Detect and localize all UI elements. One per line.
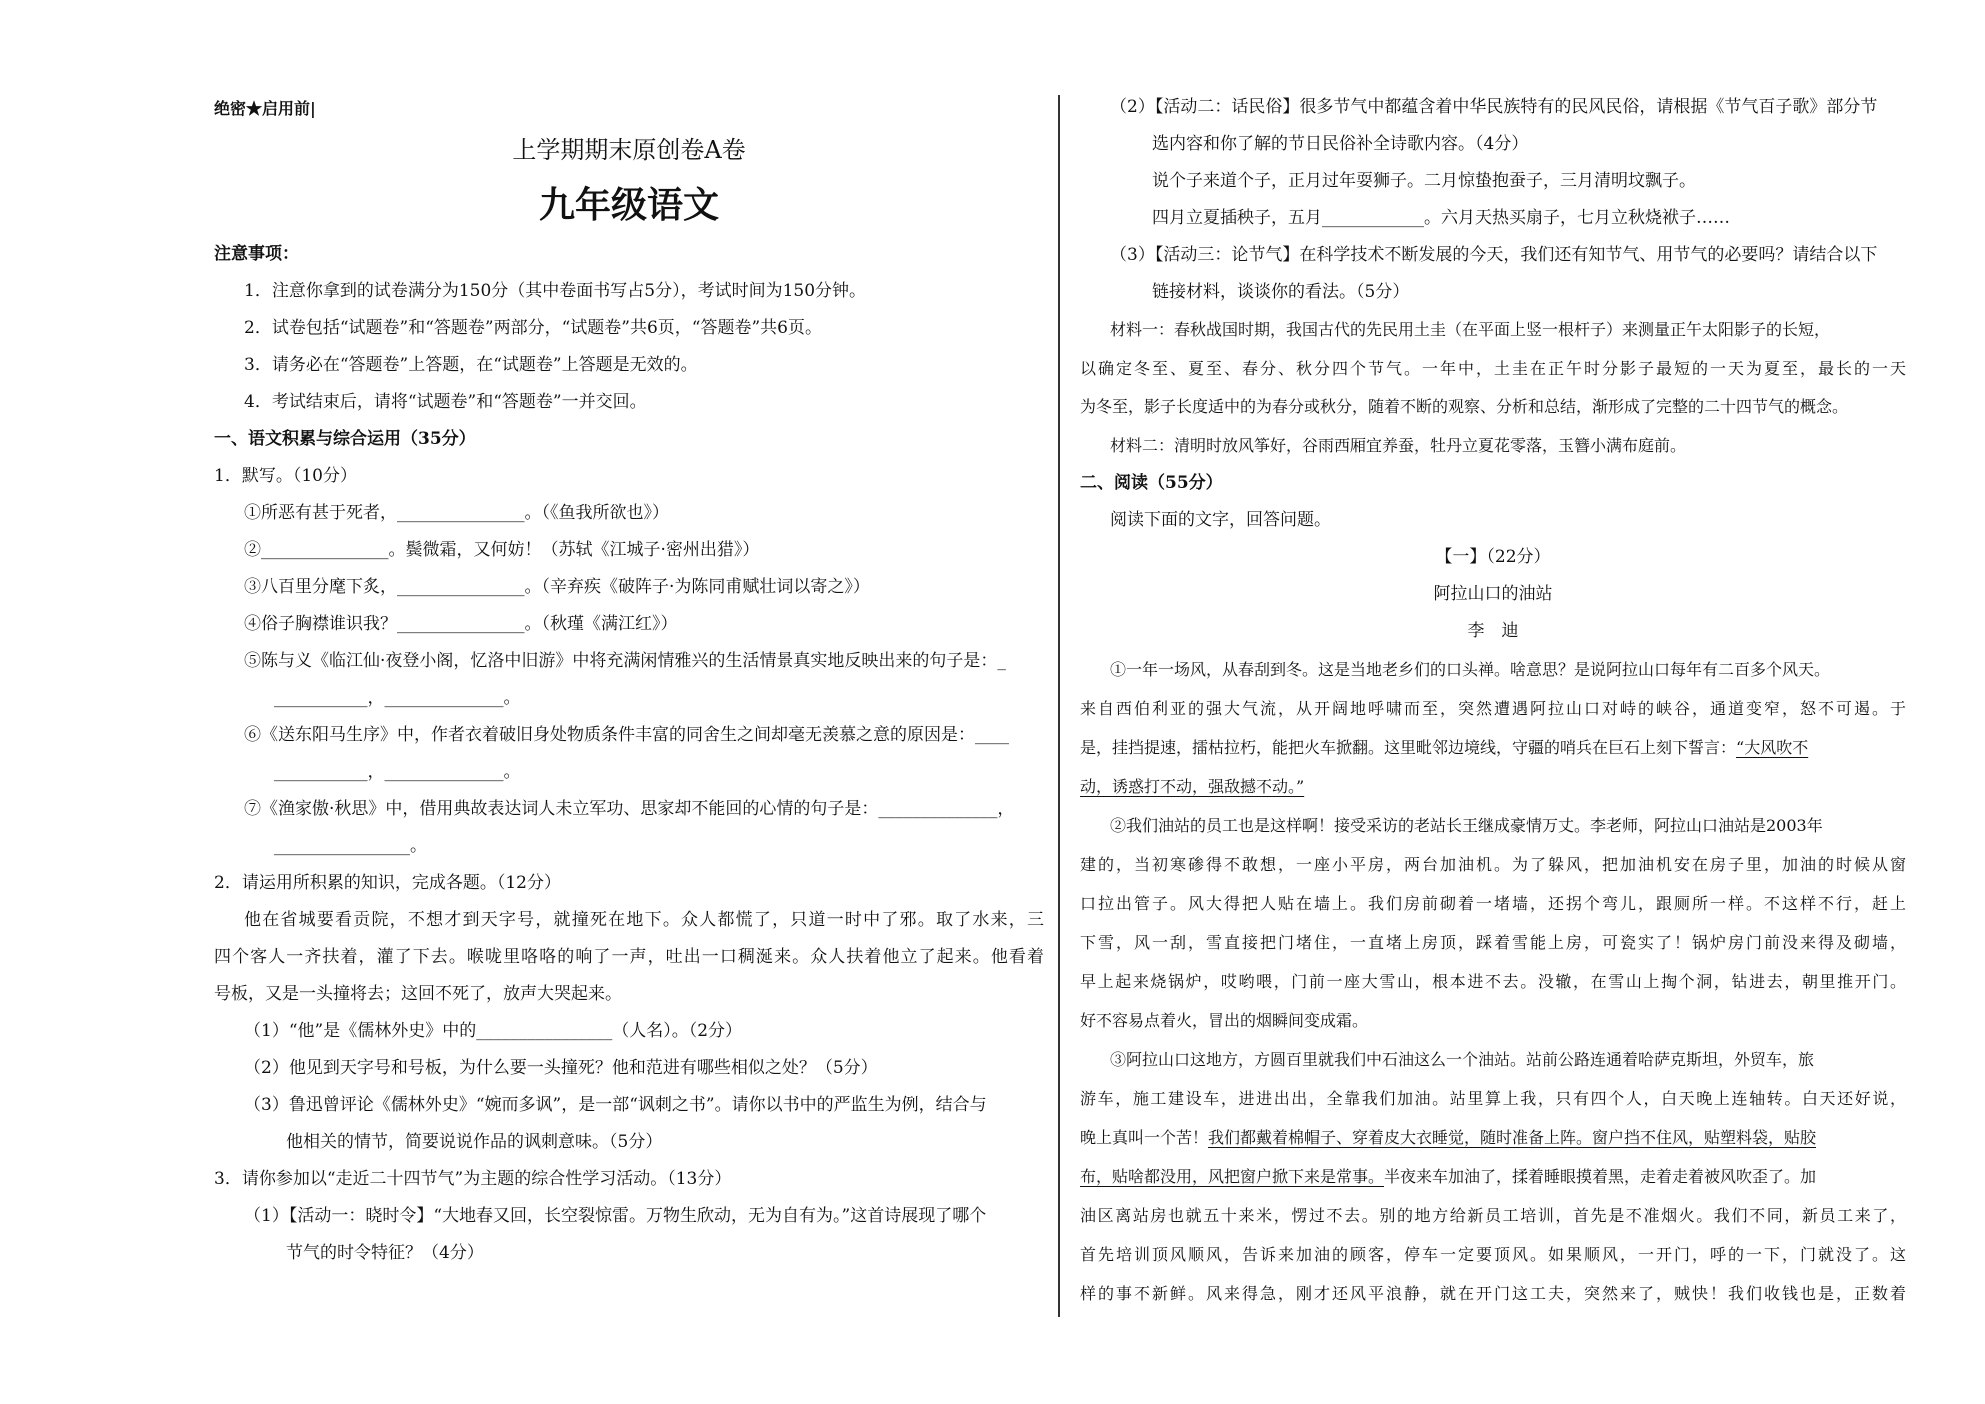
sub-question: 他相关的情节，简要说说作品的讽刺意味。（5分） [286,1132,663,1152]
exam-subtitle: 上学期期末原创卷A卷 [512,136,746,164]
passage-line: ②我们油站的员工也是这样啊！接受采访的老站长王继成豪情万丈。李老师，阿拉山口油站是2003年 [1110,816,1823,835]
sub-question: （1）“他”是《儒林外史》中的________________（人名）。（2分） [244,1021,743,1041]
recitation-item: ④俗子胸襟谁识我？_______________。（秋瑾《满江红》） [244,614,678,634]
passage-line: 首先培训顶风顺风，告诉来加油的顾客，停车一定要顶风。如果顺风，一开门，呼的一下，门就没了。这 [1080,1245,1906,1264]
underlined-text: 我们都戴着棉帽子、穿着皮大衣睡觉，随时准备上阵。窗户挡不住风，贴塑料袋，贴胶 [1208,1128,1817,1147]
part-heading: 【一】（22分） [1435,547,1551,567]
passage-line: 好不容易点着火，冒出的烟瞬间变成霜。 [1080,1011,1369,1030]
notice-item: 4．考试结束后，请将“试题卷”和“答题卷”一并交回。 [244,392,647,412]
secret-label: 绝密★启用前| [214,99,316,118]
recitation-item: ②_______________。鬓微霜，又何妨！（苏轼《江城子·密州出猎》） [244,540,760,560]
passage-line: 他在省城要看贡院，不想才到天字号，就撞死在地下。众人都慌了，只道一时中了邪。取了水来，三 [244,910,1044,930]
material-line: 为冬至，影子长度适中的为春分或秋分，随着不断的观察、分析和总结，渐形成了完整的二十四节气的概念。 [1080,397,1849,416]
reading-instruction: 阅读下面的文字，回答问题。 [1110,510,1331,530]
underlined-text: “大风吹不 [1736,738,1809,757]
recitation-item: ⑦《渔家傲·秋思》中，借用典故表达词人未立军功、思家却不能回的心情的句子是：______________， [244,799,1015,819]
left-column [214,92,1044,1272]
column-divider [1058,95,1060,1317]
notice-item: 3．请务必在“答题卷”上答题，在“试题卷”上答题是无效的。 [244,355,698,375]
sub-question: 链接材料，谈谈你的看法。（5分） [1152,282,1410,302]
passage-line: ①一年一场风，从春刮到冬。这是当地老乡们的口头禅。啥意思？是说阿拉山口每年有二百多个风天。 [1110,660,1831,679]
passage-line: 油区离站房也就五十来米，愣过不去。别的地方给新员工培训，首先是不准烟火。我们不同，新员工来了， [1080,1206,1906,1225]
passage-line: 是，挂挡提速，擂枯拉朽，能把火车掀翻。这里毗邻边境线，守疆的哨兵在巨石上刻下誓言：“大风吹不 [1080,738,1809,757]
recitation-item: ①所恶有甚于死者，_______________。（《鱼我所欲也》） [244,503,669,523]
story-author: 李 迪 [1467,621,1519,641]
sub-question: （2）他见到天字号和号板，为什么要一头撞死？他和范进有哪些相似之处？（5分） [244,1058,878,1078]
material-line: 材料二：清明时放风筝好，谷雨西厢宜养蚕，牡丹立夏花零落，玉簪小满布庭前。 [1110,435,1687,455]
section-heading: 一、语文积累与综合运用（35分） [214,429,476,449]
notice-item: 1．注意你拿到的试卷满分为150分（其中卷面书写占5分），考试时间为150分钟。 [244,281,867,301]
notice-heading: 注意事项： [214,244,299,264]
sub-question: 选内容和你了解的节日民俗补全诗歌内容。（4分） [1152,134,1529,154]
passage-line: ③阿拉山口这地方，方圆百里就我们中石油这么一个油站。站前公路连通着哈萨克斯坦，外贸车，旅 [1110,1050,1815,1069]
recitation-blank: ___________，______________。 [274,762,521,782]
question-heading: 3．请你参加以“走近二十四节气”为主题的综合性学习活动。（13分） [214,1169,732,1189]
passage-line: 游车，施工建设车，进进出出，全靠我们加油。站里算上我，只有四个人，白天晚上连轴转。白天还好说， [1080,1089,1906,1108]
sub-question: （1）【活动一：晓时令】“大地春又回，长空裂惊雷。万物生欣动，无为自有为。”这首诗展现了哪个 [244,1206,987,1226]
recitation-item: ③八百里分麾下炙，_______________。（辛弃疾《破阵子·为陈同甫赋壮词以寄之》） [244,577,870,597]
passage-line [1080,767,1906,806]
sub-question: （3）【活动三：论节气】在科学技术不断发展的今天，我们还有知节气、用节气的必要吗？请结合以下 [1110,245,1878,265]
passage-line: 四个客人一齐扶着，灌了下去。喉咙里咯咯的响了一声，吐出一口稠涎来。众人扶着他立了起来。他看着 [214,947,1044,967]
poem-line: 四月立夏插秧子，五月____________。六月天热买扇子，七月立秋烧袱子…… [1152,208,1730,228]
passage-line: 样的事不新鲜。风来得急，刚才还风平浪静，就在开门这工夫，突然来了，贼快！我们收钱也是，正数着 [1080,1284,1906,1303]
poem-line: 说个子来道个子，正月过年耍狮子。二月惊蛰抱蚕子，三月清明坟飘子。 [1152,171,1696,191]
passage-line: 早上起来烧锅炉，哎哟喂，门前一座大雪山，根本进不去。没辙，在雪山上掏个洞，钻进去，朝里推开门。 [1080,972,1906,991]
sub-question: （2）【活动二：话民俗】很多节气中都蕴含着中华民族特有的民风民俗，请根据《节气百子歌》部分节 [1110,97,1878,117]
notice-item: 2．试卷包括“试题卷”和“答题卷”两部分，“试题卷”共6页，“答题卷”共6页。 [244,318,822,338]
question-heading: 2．请运用所积累的知识，完成各题。（12分） [214,873,561,893]
recitation-blank: ________________。 [274,836,427,856]
question-heading: 1．默写。（10分） [214,466,357,486]
material-line: 以确定冬至、夏至、春分、秋分四个节气。一年中，土圭在正午时分影子最短的一天为夏至，最长的一天 [1080,358,1906,378]
sub-question: 节气的时令特征？（4分） [286,1243,484,1263]
passage-line: 建的，当初寒碜得不敢想，一座小平房，两台加油机。为了躲风，把加油机安在房子里，加油的时候从窗 [1080,855,1906,874]
passage-line: 口拉出管子。风大得把人贴在墙上。我们房前砌着一堵墙，还拐个弯儿，跟厕所一样。不这样不行，赶上 [1080,894,1906,913]
right-column [1080,89,1906,1313]
passage-line: 晚上真叫一个苦！我们都戴着棉帽子、穿着皮大衣睡觉，随时准备上阵。窗户挡不住风，贴塑料袋，贴胶 [1080,1128,1817,1147]
passage-line: 号板，又是一头撞将去；这回不死了，放声大哭起来。 [214,984,622,1004]
story-title: 阿拉山口的油站 [1433,584,1553,604]
recitation-blank: ___________，______________。 [274,688,521,708]
sub-question: （3）鲁迅曾评论《儒林外史》“婉而多讽”，是一部“讽刺之书”。请你以书中的严监生为例，结合与 [244,1095,987,1115]
exam-title: 九年级语文 [538,184,719,226]
underlined-text: 动，诱惑打不动，强敌撼不动。” [1080,777,1305,796]
underlined-text: 布，贴啥都没用，风把窗户掀下来是常事。 [1080,1167,1385,1186]
section-heading: 二、阅读（55分） [1080,473,1223,493]
recitation-item: ⑥《送东阳马生序》中，作者衣着破旧身处物质条件丰富的同舍生之间却毫无羡慕之意的原因是：____ [244,725,1009,745]
recitation-item: ⑤陈与义《临江仙·夜登小阁，忆洛中旧游》中将充满闲情雅兴的生活情景真实地反映出来的句子是：_ [244,651,1006,671]
passage-line: 来自西伯利亚的强大气流，从开阔地呼啸而至，突然遭遇阿拉山口对峙的峡谷，通道变窄，怒不可遏。于 [1080,699,1906,718]
material-line: 材料一：春秋战国时期，我国古代的先民用土圭（在平面上竖一根杆子）来测量正午太阳影子的长短， [1110,320,1831,339]
passage-line: 下雪，风一刮，雪直接把门堵住，一直堵上房顶，踩着雪能上房，可瓷实了！锅炉房门前没来得及砌墙， [1080,933,1906,952]
passage-line: 布，贴啥都没用，风把窗户掀下来是常事。半夜来车加油了，揉着睡眼摸着黑，走着走着被风吹歪了。加 [1080,1167,1817,1186]
